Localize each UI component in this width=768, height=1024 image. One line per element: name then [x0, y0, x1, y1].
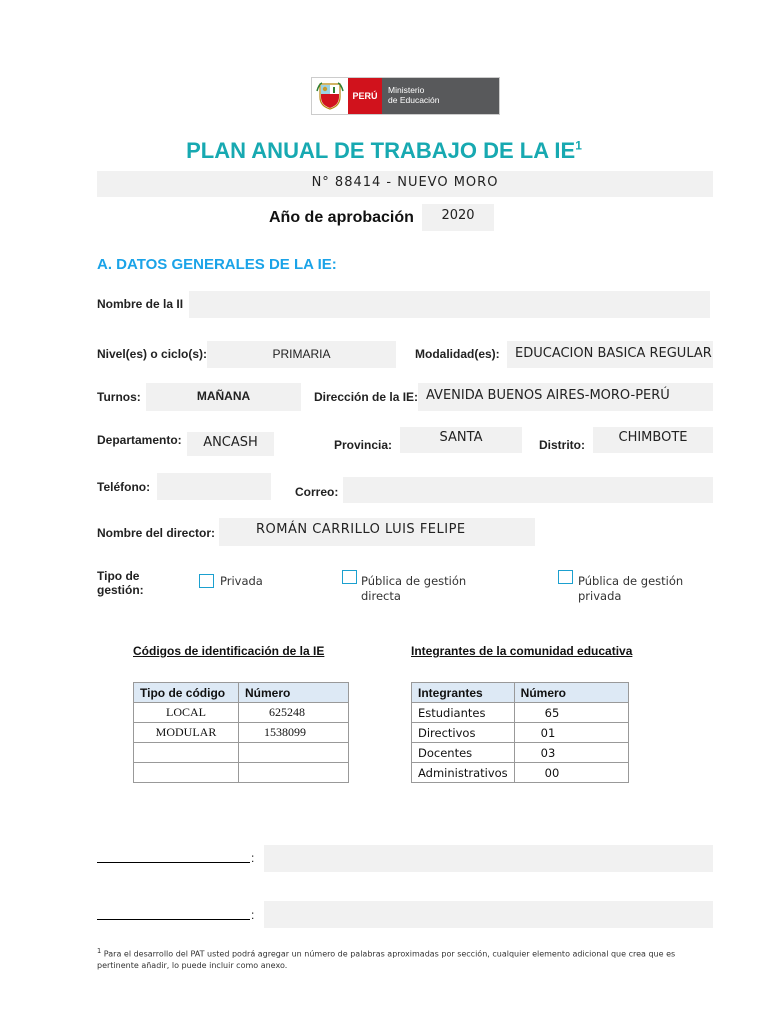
table-header-row: [412, 683, 629, 703]
section-a-heading: A. DATOS GENERALES DE LA IE:: [97, 256, 337, 273]
signature-colon-2: :: [251, 908, 255, 922]
telefono-label: Teléfono:: [97, 480, 151, 494]
provincia-label: Provincia:: [334, 438, 393, 452]
approval-label: Año de aprobación: [269, 209, 414, 226]
table-cell[interactable]: [134, 763, 239, 783]
codigos-table: [133, 682, 349, 783]
gestion-label: [97, 569, 144, 597]
signature-colon-1: :: [251, 851, 255, 865]
table-row: [134, 763, 349, 783]
ministry-name: [382, 78, 499, 114]
title-footnote-mark: 1: [575, 138, 582, 153]
table-header-row: [134, 683, 349, 703]
table-cell[interactable]: 00: [514, 763, 628, 783]
table-row: [134, 743, 349, 763]
distrito-label: Distrito:: [539, 438, 585, 452]
column-header: Número: [239, 683, 349, 703]
table-row: [134, 723, 349, 743]
table-row: [134, 703, 349, 723]
ie-name-field[interactable]: N° 88414 - NUEVO MORO: [97, 171, 713, 197]
signature-line-2: [97, 919, 250, 920]
departamento-field[interactable]: ANCASH: [187, 432, 274, 456]
direccion-label: Dirección de la IE:: [314, 390, 419, 404]
peru-brand: PERÚ: [348, 78, 382, 114]
correo-label: Correo:: [295, 485, 339, 499]
ministry-line-2: de Educación: [388, 95, 440, 105]
nombre-label: Nombre de la II: [97, 297, 184, 311]
table-cell: Directivos: [412, 723, 515, 743]
integrantes-heading: Integrantes de la comunidad educativa: [411, 644, 633, 658]
gestion-option-text: privada: [578, 589, 622, 603]
signature-field-1[interactable]: [264, 845, 713, 872]
gestion-option-text: Pública de gestión: [361, 574, 467, 588]
departamento-label: Departamento:: [97, 433, 182, 447]
modalidad-label: Modalidad(es):: [415, 347, 500, 361]
table-row: [412, 743, 629, 763]
table-cell: Docentes: [412, 743, 515, 763]
nivel-label: Nivel(es) o ciclo(s):: [97, 347, 208, 361]
table-cell[interactable]: [239, 743, 349, 763]
table-cell[interactable]: 01: [514, 723, 628, 743]
column-header: Número: [514, 683, 628, 703]
document-title: [0, 138, 768, 164]
modalidad-field[interactable]: EDUCACION BASICA REGULAR: [507, 341, 713, 368]
table-cell[interactable]: 03: [514, 743, 628, 763]
title-text: PLAN ANUAL DE TRABAJO DE LA IE: [186, 138, 576, 163]
table-cell[interactable]: 65: [514, 703, 628, 723]
director-label: Nombre del director:: [97, 526, 216, 540]
gestion-publica-directa-checkbox[interactable]: [342, 570, 357, 584]
table-cell[interactable]: 1538099: [239, 723, 349, 743]
footnote-line-2: pertinente añadir, lo puede incluir como anexo.: [97, 960, 288, 970]
column-header: Integrantes: [412, 683, 515, 703]
gestion-publica-directa-label: [361, 574, 466, 604]
nombre-field[interactable]: [189, 291, 710, 318]
gestion-publica-privada-checkbox[interactable]: [558, 570, 573, 584]
director-field[interactable]: ROMÁN CARRILLO LUIS FELIPE: [219, 518, 535, 546]
table-cell[interactable]: MODULAR: [134, 723, 239, 743]
gestion-label-line-2: gestión:: [97, 583, 144, 597]
table-row: [412, 763, 629, 783]
footnote: [97, 946, 727, 971]
signature-line-1: [97, 862, 250, 863]
table-cell[interactable]: 625248: [239, 703, 349, 723]
approval-year-field[interactable]: 2020: [422, 204, 494, 231]
codigos-heading: Códigos de identificación de la IE: [133, 644, 325, 658]
table-cell: Estudiantes: [412, 703, 515, 723]
table-cell[interactable]: LOCAL: [134, 703, 239, 723]
integrantes-table: [411, 682, 629, 783]
column-header: Tipo de código: [134, 683, 239, 703]
provincia-field[interactable]: SANTA: [400, 427, 522, 453]
gestion-option-text: Privada: [220, 574, 263, 588]
table-cell[interactable]: [134, 743, 239, 763]
telefono-field[interactable]: [157, 473, 271, 500]
nivel-field[interactable]: PRIMARIA: [207, 341, 396, 368]
gestion-label-line-1: Tipo de: [97, 569, 140, 583]
minedu-logo: [311, 77, 500, 115]
table-row: [412, 703, 629, 723]
gestion-privada-checkbox[interactable]: [199, 574, 214, 588]
footnote-line-1: Para el desarrollo del PAT usted podrá agregar un número de palabras aproximadas por sección, cualquier elemento adicional que crea que es: [103, 949, 676, 959]
ministry-line-1: Ministerio: [388, 85, 425, 95]
turnos-label: Turnos:: [97, 390, 141, 404]
turnos-field[interactable]: MAÑANA: [146, 383, 301, 411]
footnote-mark: 1: [97, 947, 102, 955]
table-cell[interactable]: [239, 763, 349, 783]
correo-field[interactable]: [343, 477, 713, 503]
gestion-publica-privada-label: [578, 574, 683, 604]
gestion-privada-label: [220, 574, 263, 589]
table-row: [412, 723, 629, 743]
gestion-option-text: Pública de gestión: [578, 574, 684, 588]
direccion-field[interactable]: AVENIDA BUENOS AIRES-MORO-PERÚ: [418, 383, 713, 411]
table-cell: Administrativos: [412, 763, 515, 783]
signature-field-2[interactable]: [264, 901, 713, 928]
gestion-option-text: directa: [361, 589, 401, 603]
distrito-field[interactable]: CHIMBOTE: [593, 427, 713, 453]
peru-coat-of-arms-icon: [312, 78, 348, 114]
